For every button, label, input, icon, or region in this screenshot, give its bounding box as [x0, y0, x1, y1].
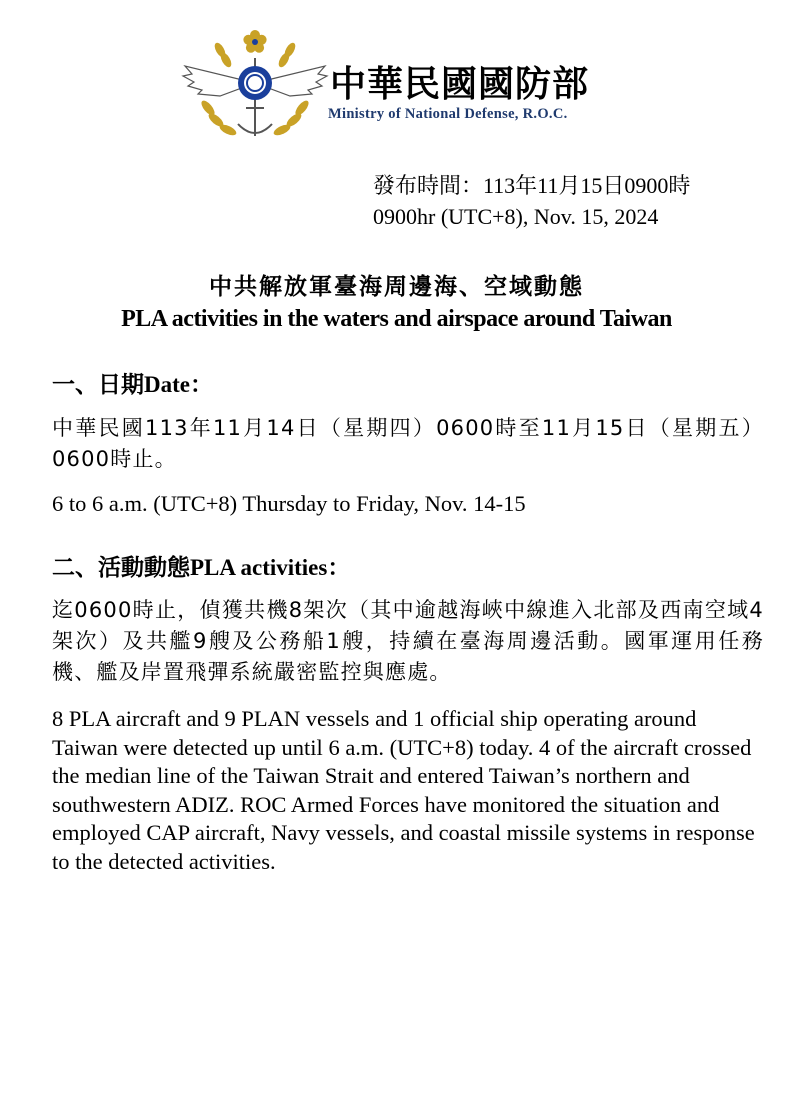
section-date-colon: ：	[189, 372, 213, 398]
section-date-heading	[52, 366, 213, 399]
title-zh: 中共解放軍臺海周邊海、空域動態	[209, 274, 584, 300]
release-time-zh: 發布時間：113年11月15日0900時	[373, 173, 691, 198]
section-activities-colon: ：	[327, 555, 351, 581]
org-name-zh: 中華民國國防部	[330, 64, 590, 105]
section-activities-heading-zh: 二、活動動態	[52, 555, 190, 581]
section-date-body-en: 6 to 6 a.m. (UTC+8) Thursday to Friday, Nov. 14-15	[52, 491, 526, 516]
section-date-heading-en: Date	[144, 372, 190, 397]
section-activities-body-zh: 迄0600時止，偵獲共機8架次（其中逾越海峽中線進入北部及西南空域4架次）及共艦9艘及公務船1艘，持續在臺海周邊活動。國軍運用任務機、艦及岸置飛彈系統嚴密監控與應處。	[52, 598, 764, 684]
release-time	[373, 170, 690, 232]
section-activities-body-en: 8 PLA aircraft and 9 PLAN vessels and 1 official ship operating around Taiwan were detected up until 6 a.m. (UTC+8) today. 4 of the aircraft crossed the median line of the Taiwan Strait and entered Taiwan’s northern and southwestern ADIZ. ROC Armed Forces have monitored the situation and employed CAP aircraft, Navy vessels, and coastal missile systems in response to the detected activities.	[52, 706, 755, 874]
section-date-heading-zh: 一、日期	[52, 372, 144, 398]
org-name-en: Ministry of National Defense, R.O.C.	[328, 106, 568, 122]
section-activities-heading	[52, 549, 350, 582]
title-en: PLA activities in the waters and airspace around Taiwan	[121, 306, 672, 332]
section-activities-heading-en: PLA activities	[190, 555, 328, 580]
page-title	[0, 270, 793, 334]
header	[180, 28, 640, 148]
section-date-body-zh: 中華民國113年11月14日（星期四）0600時至11月15日（星期五）0600時止。	[52, 416, 764, 471]
release-time-en: 0900hr (UTC+8), Nov. 15, 2024	[373, 204, 659, 229]
mnd-emblem-icon	[180, 28, 330, 146]
